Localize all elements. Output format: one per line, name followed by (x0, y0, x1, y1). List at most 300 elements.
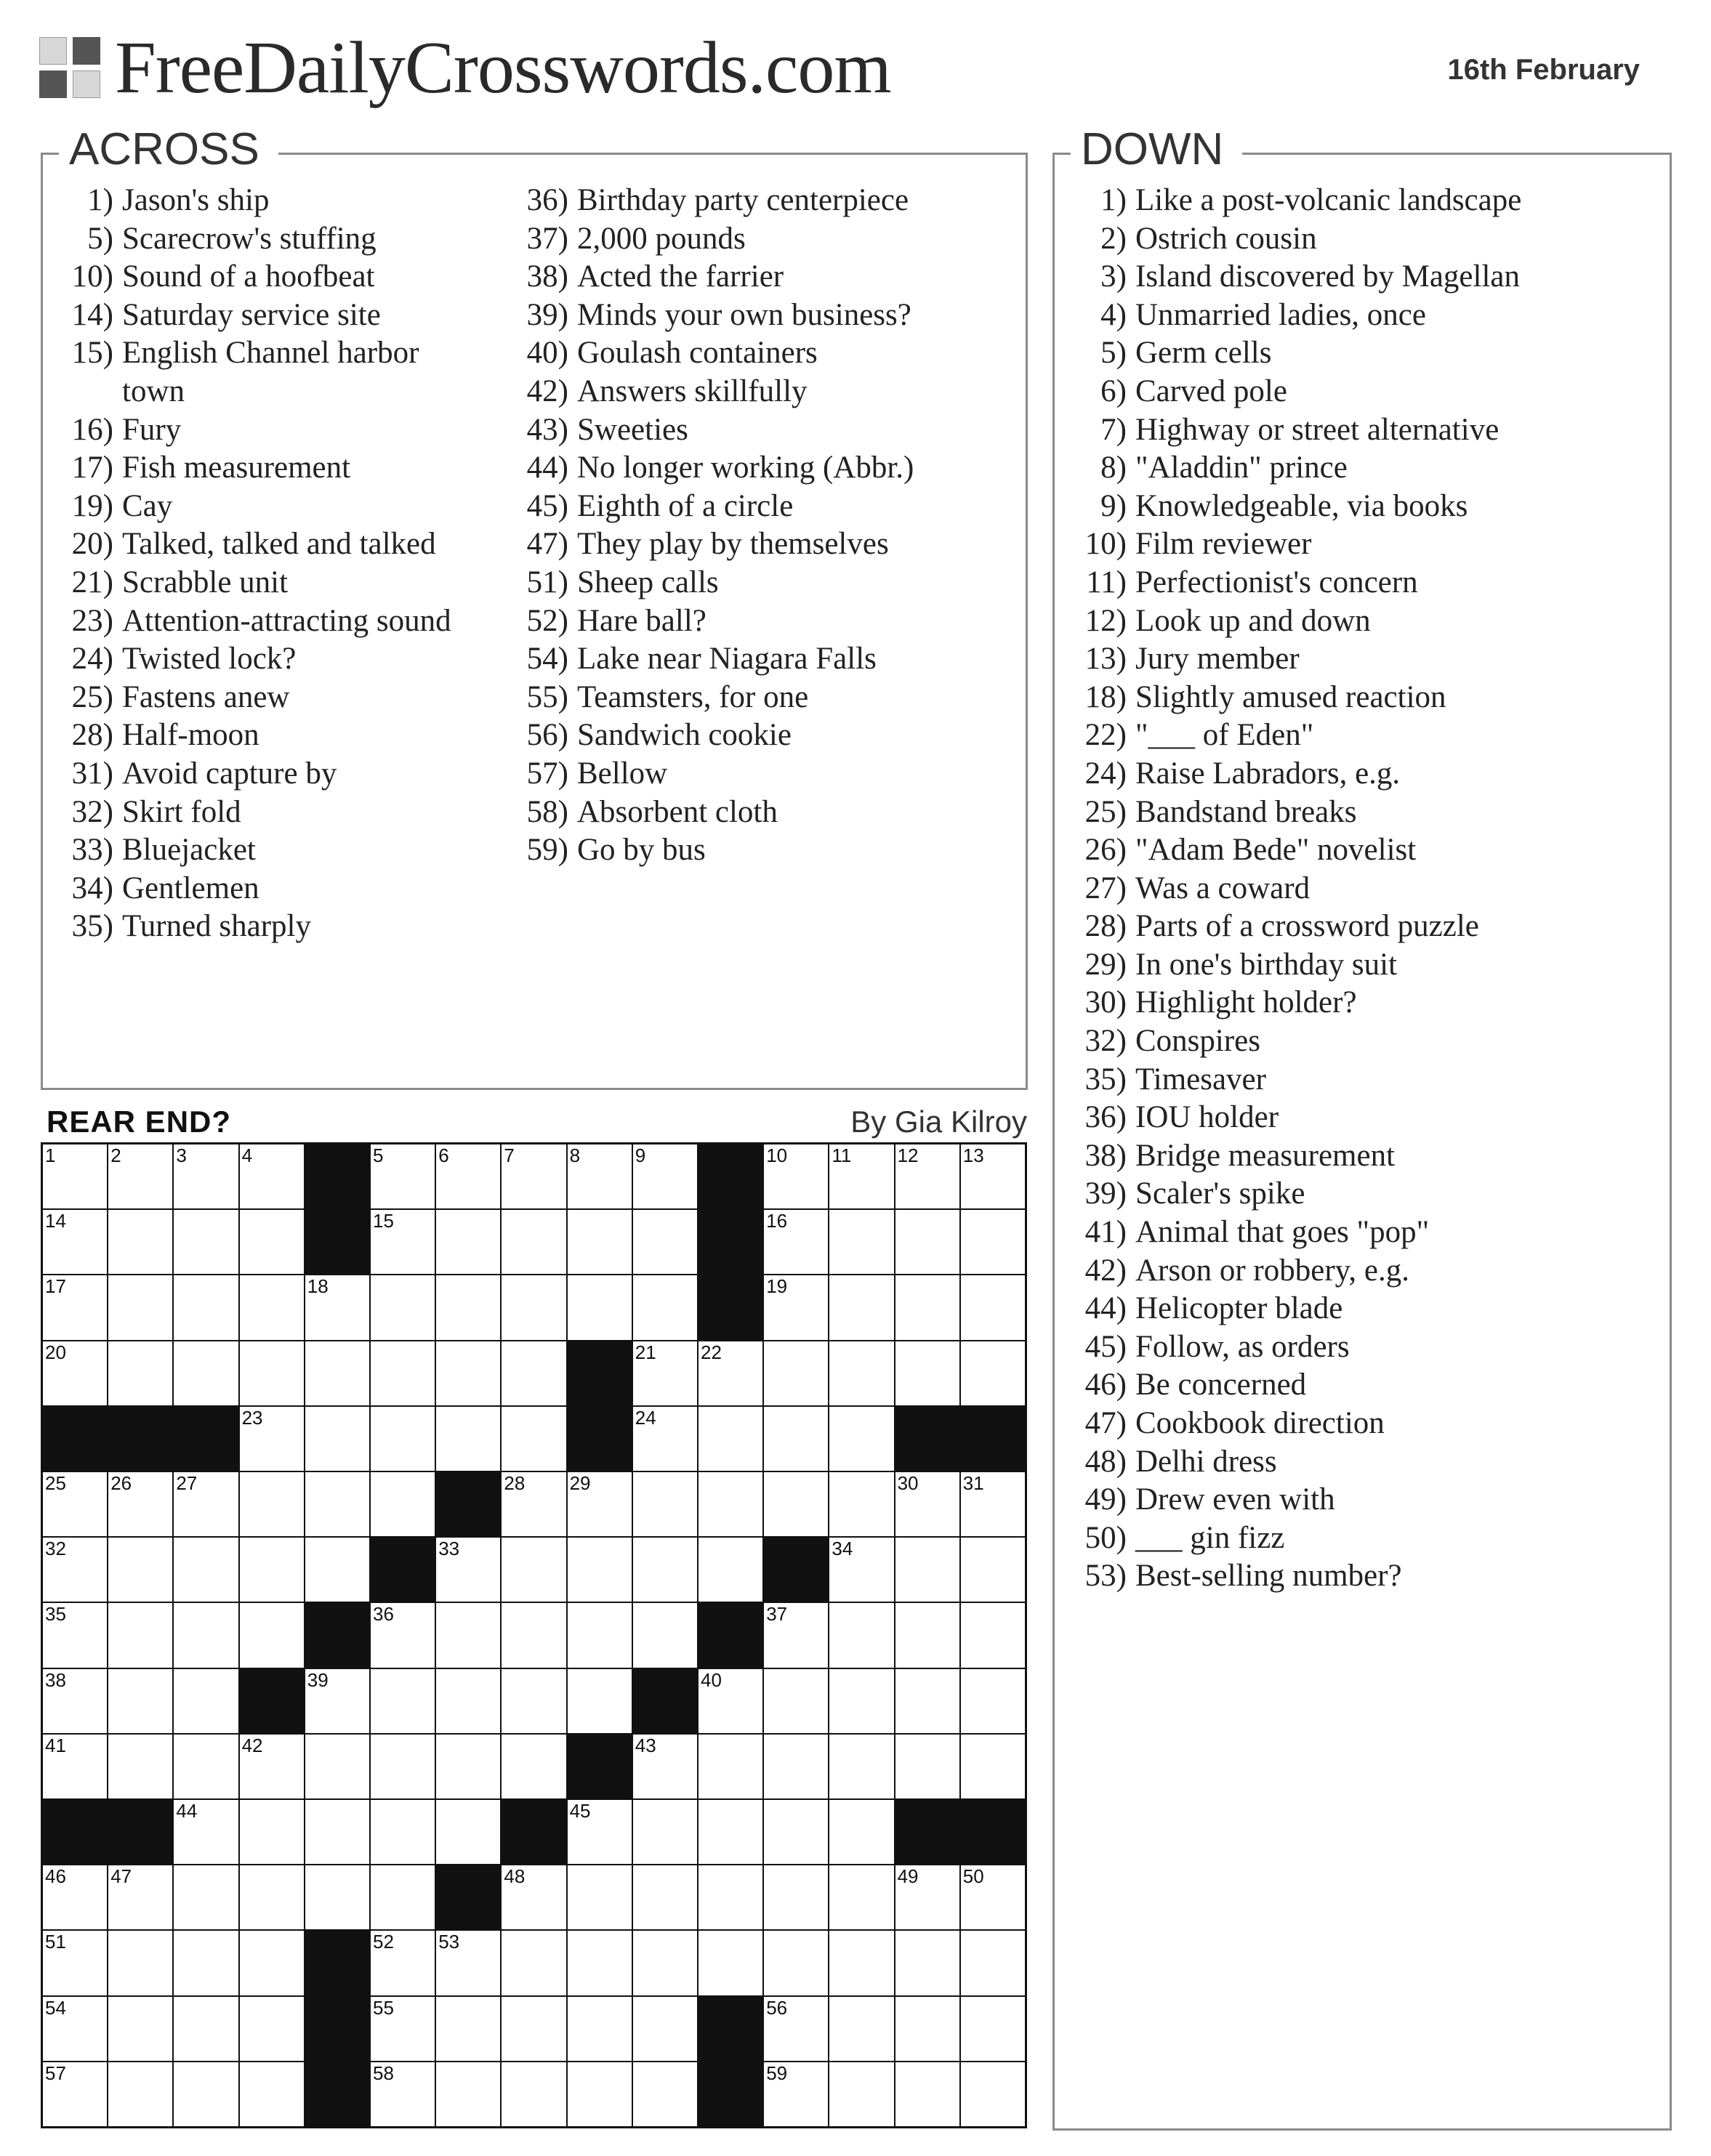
grid-cell[interactable] (961, 1472, 1025, 1536)
clue-item (1080, 794, 1521, 832)
grid-cell[interactable] (371, 2062, 435, 2126)
grid-cell[interactable] (240, 1603, 304, 1667)
clue-item (67, 334, 451, 373)
clue-text: ___ gin fizz (1135, 1520, 1285, 1555)
grid-cell[interactable] (829, 2062, 893, 2126)
clue-item (1080, 908, 1521, 946)
grid-cell[interactable] (43, 1865, 107, 1929)
cell-number: 30 (897, 1471, 919, 1494)
cell-number: 46 (45, 1865, 66, 1888)
clue-number: 42) (1084, 1253, 1127, 1288)
clue-text: Birthday party centerpiece (577, 183, 909, 217)
clue-text: "Adam Bede" novelist (1135, 833, 1417, 868)
grid-cell[interactable] (764, 1210, 828, 1274)
cell-number: 29 (569, 1471, 591, 1494)
grid-cell[interactable] (371, 1669, 435, 1733)
grid-cell[interactable] (502, 1865, 565, 1929)
grid-cell[interactable] (699, 1735, 762, 1798)
grid-cell[interactable] (829, 1603, 893, 1667)
cell-number: 9 (635, 1144, 646, 1166)
grid-cell[interactable] (829, 1669, 893, 1733)
grid-cell[interactable] (108, 1341, 172, 1405)
grid-cell[interactable] (829, 1931, 893, 1995)
grid-cell[interactable] (895, 1997, 959, 2061)
grid-cell[interactable] (895, 1931, 959, 1995)
clue-text: Arson or robbery, e.g. (1135, 1253, 1409, 1288)
grid-cell[interactable] (895, 1538, 959, 1602)
clue-number: 31) (71, 756, 113, 791)
cell-number: 26 (110, 1471, 132, 1494)
grid-cell[interactable] (502, 1603, 565, 1667)
grid-cell[interactable] (305, 1472, 369, 1536)
grid-cell[interactable] (436, 1407, 500, 1471)
grid-cell[interactable] (436, 1538, 500, 1602)
grid-cell[interactable] (829, 1407, 893, 1471)
black-square (699, 2062, 762, 2126)
grid-cell[interactable] (43, 1144, 107, 1208)
clue-item (522, 334, 914, 373)
puzzle-title: REAR END? (47, 1105, 232, 1139)
grid-cell[interactable] (43, 1735, 107, 1798)
grid-cell[interactable] (305, 1538, 369, 1602)
grid-cell[interactable] (436, 1603, 500, 1667)
clue-text: Animal that goes "pop" (1135, 1215, 1430, 1250)
grid-cell[interactable] (174, 1735, 238, 1798)
grid-cell[interactable] (108, 1275, 172, 1339)
grid-cell[interactable] (633, 1865, 697, 1929)
grid-cell[interactable] (43, 1210, 107, 1274)
clue-number: 57) (526, 756, 568, 791)
clue-item (67, 679, 451, 717)
clue-text: Raise Labradors, e.g. (1135, 756, 1401, 791)
grid-cell[interactable] (436, 1931, 500, 1995)
cell-number: 52 (372, 1931, 394, 1953)
grid-cell[interactable] (961, 1275, 1025, 1339)
clue-text: Attention-attracting sound (122, 603, 451, 638)
grid-cell[interactable] (829, 1538, 893, 1602)
grid-cell[interactable] (502, 1669, 565, 1733)
grid-cell[interactable] (305, 1735, 369, 1798)
cell-number: 32 (45, 1538, 66, 1560)
clue-item (522, 525, 914, 564)
clue-number: 12) (1084, 603, 1127, 638)
clue-text: No longer working (Abbr.) (577, 451, 914, 485)
grid-cell[interactable] (436, 1669, 500, 1733)
grid-cell[interactable] (764, 1669, 828, 1733)
black-square (108, 1407, 172, 1471)
clue-item (1080, 716, 1521, 755)
grid-cell[interactable] (502, 1997, 565, 2061)
clue-text: Timesaver (1135, 1062, 1266, 1097)
grid-cell[interactable] (108, 1472, 172, 1536)
cell-number: 15 (372, 1210, 394, 1232)
grid-cell[interactable] (371, 1210, 435, 1274)
grid-cell[interactable] (895, 1144, 959, 1208)
grid-cell[interactable] (829, 1997, 893, 2061)
cell-number: 54 (45, 1996, 66, 2019)
grid-cell[interactable] (305, 1341, 369, 1405)
grid-cell[interactable] (633, 1538, 697, 1602)
grid-cell[interactable] (502, 1538, 565, 1602)
grid-cell[interactable] (108, 1603, 172, 1667)
grid-cell[interactable] (764, 1735, 828, 1798)
grid-cell[interactable] (764, 1144, 828, 1208)
grid-cell[interactable] (764, 1275, 828, 1339)
clue-item (1080, 258, 1521, 296)
grid-cell[interactable] (895, 1865, 959, 1929)
grid-cell[interactable] (371, 1472, 435, 1536)
grid-cell[interactable] (305, 1865, 369, 1929)
grid-cell[interactable] (961, 1997, 1025, 2061)
clue-number: 24) (71, 642, 113, 677)
grid-cell[interactable] (764, 1472, 828, 1536)
grid-cell[interactable] (568, 1865, 632, 1929)
clue-number: 45) (526, 488, 568, 523)
clue-text: Was a coward (1135, 871, 1311, 905)
grid-cell[interactable] (961, 1669, 1025, 1733)
grid-cell[interactable] (895, 1735, 959, 1798)
grid-cell[interactable] (371, 1407, 435, 1471)
clue-item (522, 258, 914, 296)
cell-number: 53 (438, 1931, 460, 1953)
grid-cell[interactable] (174, 1931, 238, 1995)
grid-cell[interactable] (436, 1210, 500, 1274)
grid-cell[interactable] (699, 1865, 762, 1929)
grid-cell[interactable] (43, 1997, 107, 2061)
grid-cell[interactable] (568, 1800, 632, 1864)
grid-cell[interactable] (829, 1341, 893, 1405)
cell-number: 8 (569, 1144, 581, 1166)
grid-cell[interactable] (895, 1669, 959, 1733)
grid-cell[interactable] (633, 1341, 697, 1405)
grid-cell[interactable] (633, 1210, 697, 1274)
cell-number: 7 (504, 1144, 515, 1166)
grid-cell[interactable] (174, 1669, 238, 1733)
grid-cell[interactable] (240, 1144, 304, 1208)
clue-text: Drew even with (1135, 1482, 1335, 1517)
clue-text: town (122, 374, 185, 408)
grid-cell[interactable] (174, 1997, 238, 2061)
clue-text: Lake near Niagara Falls (577, 642, 877, 677)
clue-text: Twisted lock? (122, 642, 297, 677)
grid-cell[interactable] (633, 1931, 697, 1995)
grid-cell[interactable] (240, 1472, 304, 1536)
black-square (43, 1800, 107, 1864)
cell-number: 10 (766, 1144, 788, 1166)
grid-cell[interactable] (436, 1275, 500, 1339)
grid-cell[interactable] (240, 1538, 304, 1602)
grid-cell[interactable] (961, 2062, 1025, 2126)
grid-cell[interactable] (174, 1603, 238, 1667)
grid-cell[interactable] (240, 1735, 304, 1798)
grid-cell[interactable] (43, 1669, 107, 1733)
grid-cell[interactable] (108, 1538, 172, 1602)
grid-cell[interactable] (371, 1931, 435, 1995)
cell-number: 14 (45, 1210, 66, 1232)
grid-cell[interactable] (829, 1735, 893, 1798)
grid-cell[interactable] (699, 1669, 762, 1733)
clue-text: "___ of Eden" (1135, 718, 1314, 753)
grid-cell[interactable] (764, 2062, 828, 2126)
clue-text: Talked, talked and talked (122, 527, 436, 562)
grid-cell[interactable] (174, 2062, 238, 2126)
grid-cell[interactable] (568, 1997, 632, 2061)
grid-cell[interactable] (502, 2062, 565, 2126)
cell-number: 56 (766, 1996, 788, 2019)
grid-cell[interactable] (633, 1800, 697, 1864)
clue-number: 33) (71, 833, 113, 868)
clue-item (1080, 1519, 1521, 1558)
grid-cell[interactable] (895, 1210, 959, 1274)
grid-cell[interactable] (961, 1603, 1025, 1667)
grid-cell[interactable] (305, 1800, 369, 1864)
grid-cell[interactable] (829, 1275, 893, 1339)
grid-cell[interactable] (305, 1669, 369, 1733)
grid-cell[interactable] (764, 1997, 828, 2061)
grid-cell[interactable] (895, 1603, 959, 1667)
grid-cell[interactable] (436, 1800, 500, 1864)
grid-cell[interactable] (829, 1210, 893, 1274)
grid-cell[interactable] (699, 1472, 762, 1536)
grid-cell[interactable] (502, 1407, 565, 1471)
grid-cell[interactable] (174, 1144, 238, 1208)
grid-cell[interactable] (240, 1931, 304, 1995)
grid-cell[interactable] (240, 1275, 304, 1339)
grid-cell[interactable] (829, 1865, 893, 1929)
clue-number: 32) (71, 794, 113, 829)
clue-number: 14) (71, 297, 113, 332)
across-title: ACROSS (59, 127, 278, 172)
grid-cell[interactable] (108, 1144, 172, 1208)
grid-cell[interactable] (502, 1931, 565, 1995)
grid-cell[interactable] (436, 1735, 500, 1798)
grid-cell[interactable] (43, 1341, 107, 1405)
clue-item (1080, 449, 1521, 488)
black-square (108, 1800, 172, 1864)
grid-cell[interactable] (108, 1931, 172, 1995)
cell-number: 24 (635, 1406, 656, 1429)
grid-cell[interactable] (568, 1931, 632, 1995)
grid-cell[interactable] (108, 2062, 172, 2126)
grid-cell[interactable] (633, 1144, 697, 1208)
site-logo (39, 27, 891, 109)
grid-cell[interactable] (174, 1865, 238, 1929)
cell-number: 11 (832, 1144, 852, 1166)
clue-number: 47) (1084, 1406, 1127, 1440)
grid-cell[interactable] (568, 1538, 632, 1602)
grid-cell[interactable] (764, 1865, 828, 1929)
clue-number: 34) (71, 871, 113, 905)
grid-cell[interactable] (568, 1210, 632, 1274)
grid-cell[interactable] (633, 1735, 697, 1798)
grid-cell[interactable] (305, 1407, 369, 1471)
cell-number: 36 (372, 1603, 394, 1626)
grid-cell[interactable] (633, 1275, 697, 1339)
grid-cell[interactable] (568, 1603, 632, 1667)
clue-item (1080, 1175, 1521, 1214)
grid-cell[interactable] (240, 1210, 304, 1274)
grid-cell[interactable] (699, 1407, 762, 1471)
grid-cell[interactable] (829, 1144, 893, 1208)
grid-cell[interactable] (43, 1275, 107, 1339)
grid-cell[interactable] (633, 1603, 697, 1667)
grid-cell[interactable] (108, 1997, 172, 2061)
black-square (502, 1800, 565, 1864)
grid-cell[interactable] (371, 1800, 435, 1864)
clue-item (67, 640, 451, 679)
grid-cell[interactable] (961, 1538, 1025, 1602)
grid-cell[interactable] (240, 2062, 304, 2126)
clue-number: 36) (1084, 1100, 1127, 1135)
clue-number: 3) (1100, 259, 1127, 294)
clue-text: 2,000 pounds (577, 221, 746, 256)
grid-cell[interactable] (502, 1472, 565, 1536)
grid-cell[interactable] (240, 1341, 304, 1405)
grid-cell[interactable] (436, 1144, 500, 1208)
grid-cell[interactable] (699, 1931, 762, 1995)
grid-cell[interactable] (961, 1341, 1025, 1405)
grid-cell[interactable] (699, 1538, 762, 1602)
cell-number: 41 (45, 1734, 66, 1756)
grid-cell[interactable] (371, 1865, 435, 1929)
clue-item (1080, 1443, 1521, 1482)
grid-cell[interactable] (764, 1800, 828, 1864)
grid-cell[interactable] (829, 1472, 893, 1536)
grid-cell[interactable] (108, 1735, 172, 1798)
grid-cell[interactable] (240, 1997, 304, 2061)
clue-text: Cay (122, 488, 173, 523)
cell-number: 12 (897, 1144, 919, 1166)
grid-cell[interactable] (436, 1341, 500, 1405)
clue-text: Best-selling number? (1135, 1559, 1402, 1594)
clue-item (522, 755, 914, 794)
grid-cell[interactable] (895, 1472, 959, 1536)
grid-cell[interactable] (371, 1341, 435, 1405)
grid-cell[interactable] (174, 1275, 238, 1339)
cell-number: 38 (45, 1668, 66, 1691)
grid-cell[interactable] (568, 1144, 632, 1208)
grid-cell[interactable] (371, 1997, 435, 2061)
grid-cell[interactable] (699, 1800, 762, 1864)
grid-cell[interactable] (895, 1275, 959, 1339)
grid-cell[interactable] (568, 1472, 632, 1536)
grid-cell[interactable] (764, 1407, 828, 1471)
grid-cell[interactable] (895, 1341, 959, 1405)
grid-cell[interactable] (174, 1341, 238, 1405)
grid-cell[interactable] (699, 1341, 762, 1405)
grid-cell[interactable] (436, 2062, 500, 2126)
grid-cell[interactable] (633, 1997, 697, 2061)
grid-cell[interactable] (174, 1210, 238, 1274)
clue-number: 21) (71, 565, 113, 599)
clue-number: 38) (1084, 1138, 1127, 1173)
grid-cell[interactable] (43, 1603, 107, 1667)
grid-cell[interactable] (764, 1931, 828, 1995)
grid-cell[interactable] (43, 1538, 107, 1602)
grid-cell[interactable] (961, 1931, 1025, 1995)
grid-cell[interactable] (568, 2062, 632, 2126)
grid-cell[interactable] (502, 1210, 565, 1274)
grid-cell[interactable] (633, 2062, 697, 2126)
grid-cell[interactable] (174, 1800, 238, 1864)
black-square (305, 2062, 369, 2126)
grid-cell[interactable] (764, 1603, 828, 1667)
grid-cell[interactable] (108, 1210, 172, 1274)
grid-cell[interactable] (436, 1997, 500, 2061)
clue-number: 4) (1100, 297, 1127, 332)
grid-cell[interactable] (961, 1735, 1025, 1798)
grid-cell[interactable] (764, 1341, 828, 1405)
grid-cell[interactable] (961, 1210, 1025, 1274)
grid-cell[interactable] (568, 1669, 632, 1733)
clue-number: 47) (526, 527, 568, 562)
clue-item (67, 220, 451, 259)
grid-cell[interactable] (240, 1407, 304, 1471)
cell-number: 3 (176, 1144, 187, 1166)
clue-text: "Aladdin" prince (1135, 451, 1348, 485)
clue-number (67, 373, 113, 411)
grid-cell[interactable] (961, 1144, 1025, 1208)
clue-number: 5) (87, 221, 113, 256)
grid-cell[interactable] (43, 2062, 107, 2126)
clue-text: Sandwich cookie (577, 718, 792, 753)
clue-number: 1) (87, 183, 113, 217)
clue-number: 2) (1100, 221, 1127, 256)
across-clues-column-2 (522, 182, 914, 870)
grid-cell[interactable] (371, 1603, 435, 1667)
black-square (436, 1865, 500, 1929)
grid-cell[interactable] (633, 1407, 697, 1471)
clue-number: 5) (1100, 336, 1127, 371)
black-square (436, 1472, 500, 1536)
grid-cell[interactable] (502, 1275, 565, 1339)
grid-cell[interactable] (174, 1538, 238, 1602)
clue-item (67, 258, 451, 296)
grid-cell[interactable] (371, 1144, 435, 1208)
grid-cell[interactable] (43, 1472, 107, 1536)
grid-cell[interactable] (240, 1865, 304, 1929)
clue-item (1080, 1099, 1521, 1137)
clue-item (1080, 1481, 1521, 1519)
grid-cell[interactable] (895, 2062, 959, 2126)
grid-cell[interactable] (305, 1275, 369, 1339)
grid-cell[interactable] (568, 1275, 632, 1339)
grid-cell[interactable] (502, 1735, 565, 1798)
grid-cell[interactable] (43, 1931, 107, 1995)
clue-item (67, 602, 451, 641)
grid-cell[interactable] (502, 1341, 565, 1405)
grid-cell[interactable] (174, 1472, 238, 1536)
clue-number: 50) (1084, 1520, 1127, 1555)
grid-cell[interactable] (502, 1144, 565, 1208)
grid-cell[interactable] (108, 1669, 172, 1733)
grid-cell[interactable] (240, 1800, 304, 1864)
grid-cell[interactable] (633, 1472, 697, 1536)
cell-number: 59 (766, 2062, 788, 2084)
clue-number: 52) (526, 603, 568, 638)
clue-number: 18) (1084, 679, 1127, 714)
clue-item (522, 679, 914, 717)
clue-text: Skirt fold (122, 794, 241, 829)
grid-cell[interactable] (108, 1865, 172, 1929)
grid-cell[interactable] (371, 1735, 435, 1798)
clue-item (522, 296, 914, 335)
clue-item (1080, 1290, 1521, 1328)
black-square (961, 1800, 1025, 1864)
grid-cell[interactable] (829, 1800, 893, 1864)
grid-cell[interactable] (961, 1865, 1025, 1929)
grid-cell[interactable] (371, 1275, 435, 1339)
